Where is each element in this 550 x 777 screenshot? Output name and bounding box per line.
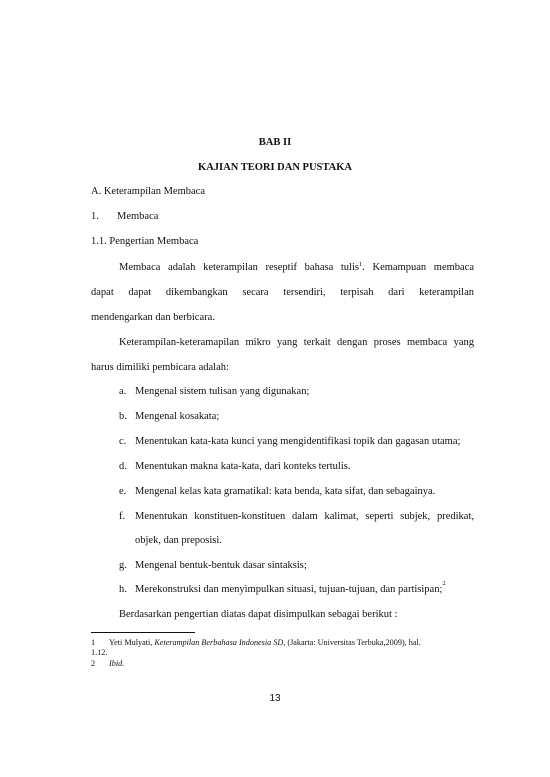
paragraph-1-line-1 [119,262,474,273]
footnote-1-line-2: 1.12. [91,648,108,657]
list-marker: b. [119,411,127,422]
subsection-number: 1. [91,211,99,222]
subsection-title: Membaca [117,211,159,222]
list-marker: d. [119,461,127,472]
footnote-number: 1 [91,638,96,647]
paragraph-1-line-3: mendengarkan dan berbicara. [91,312,215,323]
footnote-ref-1: 1 [358,261,363,268]
list-item [119,386,309,397]
list-item [119,511,474,522]
page-number: 13 [269,693,281,704]
footnote-number: 2 [91,659,96,668]
list-item [119,411,219,422]
list-marker: g. [119,560,127,571]
conclusion-sentence: Berdasarkan pengertian diatas dapat disimpulkan sebagai berikut : [119,609,398,620]
footnote-author: Yeti Mulyati, [109,638,153,647]
list-text: Menentukan konstituen-konstituen dalam kalimat, seperti subjek, predikat, [135,511,474,522]
list-marker: a. [119,386,127,397]
footnote-separator [91,632,195,633]
paragraph-1-line-2: dapat dapat dikembangkan secara tersendiri, terpisah dari keterampilan [91,287,474,298]
list-text: Mengenal kelas kata gramatikal: kata benda, kata sifat, dan sebagainya. [135,486,436,497]
footnote-ref-2: 2 [442,580,446,587]
list-marker: h. [119,584,127,595]
list-item [119,580,446,595]
subsection-heading-1 [91,211,158,222]
list-marker: f. [119,511,126,522]
footnote-2 [91,659,124,668]
paragraph-1-tail: . Kemampuan membaca [362,262,475,273]
chapter-title: KAJIAN TEORI DAN PUSTAKA [198,162,352,173]
footnote-1 [91,638,421,647]
list-text: Menentukan makna kata-kata, dari konteks tertulis. [135,461,351,472]
footnote-rest: (Jakarta: Universitas Terbuka,2009), hal. [287,638,421,647]
list-text: Menentukan kata-kata kunci yang mengidentifikasi topik dan gagasan utama; [135,436,461,447]
list-item [119,560,307,571]
list-item [119,461,350,472]
list-text: Mengenal kosakata; [135,411,220,422]
chapter-heading: BAB II [258,137,292,148]
footnote-book: Ibid. [109,659,125,668]
list-item [119,486,435,497]
paragraph-2-line-1: Keterampilan-keteramapilan mikro yang terkait dengan proses membaca yang [119,337,474,348]
paragraph-1-text: Membaca adalah keterampilan reseptif bahasa tulis [119,262,359,273]
subsection-heading-1-1: 1.1. Pengertian Membaca [91,236,199,247]
list-text: Mengenal bentuk-bentuk dasar sintaksis; [135,560,307,571]
section-heading-a: A. Keterampilan Membaca [91,186,205,197]
list-marker: c. [119,436,127,447]
list-text: Mengenal sistem tulisan yang digunakan; [135,386,310,397]
list-marker: e. [119,486,127,497]
list-item [119,436,460,447]
list-text: Merekonstruksi dan menyimpulkan situasi, tujuan-tujuan, dan partisipan; [135,584,443,595]
footnote-book: Keterampilan Berbahasa Indonesia SD, [154,638,286,647]
list-text-continuation: objek, dan preposisi. [135,535,222,546]
paragraph-2-line-2: harus dimiliki pembicara adalah: [91,362,229,373]
